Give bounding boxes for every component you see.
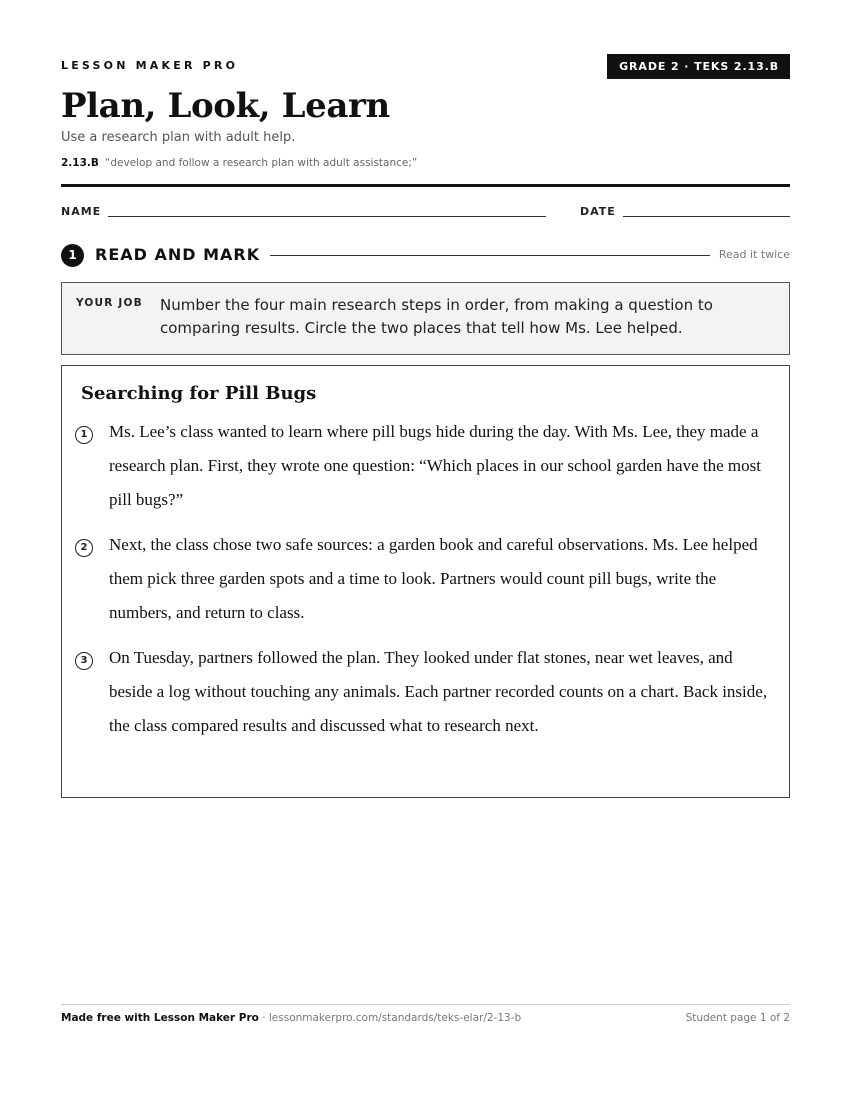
- your-job-text: Number the four main research steps in order, from making a question to comparing results. Circle the two places that tell how Ms. Lee helped.: [160, 296, 713, 337]
- date-label: DATE: [580, 205, 616, 218]
- your-job-label: YOUR JOB: [76, 297, 143, 309]
- standard-code: 2.13.B: [61, 157, 99, 169]
- footer-page-number: Student page 1 of 2: [685, 1012, 790, 1024]
- paragraph-number: 2: [75, 539, 93, 557]
- name-label: NAME: [61, 205, 102, 218]
- grade-badge: GRADE 2 · TEKS 2.13.B: [607, 54, 790, 79]
- page-title: Plan, Look, Learn: [61, 86, 390, 126]
- header-divider: [61, 184, 790, 187]
- worksheet-page: [61, 0, 790, 1100]
- standard-line: [61, 157, 417, 169]
- paragraph-number: 1: [75, 426, 93, 444]
- section-number-badge: 1: [61, 244, 84, 267]
- section-divider: [270, 255, 710, 256]
- name-field[interactable]: [108, 216, 546, 217]
- section-hint: Read it twice: [718, 248, 790, 261]
- reading-passage-box: [61, 365, 790, 798]
- footer-credit: [61, 1012, 521, 1024]
- your-job-box: [61, 282, 790, 355]
- paragraph-text: On Tuesday, partners followed the plan. They looked under flat stones, near wet leaves, and beside a log without touching any animals. Each partner recorded counts on a chart. Back inside, the class compared results and discussed what to research next.: [109, 648, 768, 735]
- brand-name: LESSON MAKER PRO: [61, 59, 239, 72]
- page-subtitle: Use a research plan with adult help.: [61, 130, 296, 145]
- footer-url: · lessonmakerpro.com/standards/teks-elar/2-13-b: [258, 1012, 522, 1024]
- date-field[interactable]: [623, 216, 790, 217]
- standard-text: “develop and follow a research plan with adult assistance;”: [104, 157, 418, 169]
- passage-title: Searching for Pill Bugs: [81, 383, 317, 404]
- footer-made-with: Made free with Lesson Maker Pro: [61, 1012, 259, 1024]
- section-title: READ AND MARK: [95, 245, 261, 264]
- paragraph-text: Next, the class chose two safe sources: a garden book and careful observations. Ms. Lee helped them pick three garden spots and a time to look. Partners would count pill bugs, write the numbers, and return to class.: [109, 535, 758, 622]
- paragraph-text: Ms. Lee’s class wanted to learn where pill bugs hide during the day. With Ms. Lee, they made a research plan. First, they wrote one question: “Which places in our school garden have the most pill bugs?”: [109, 422, 761, 509]
- paragraph-number: 3: [75, 652, 93, 670]
- footer-divider: [61, 1004, 790, 1005]
